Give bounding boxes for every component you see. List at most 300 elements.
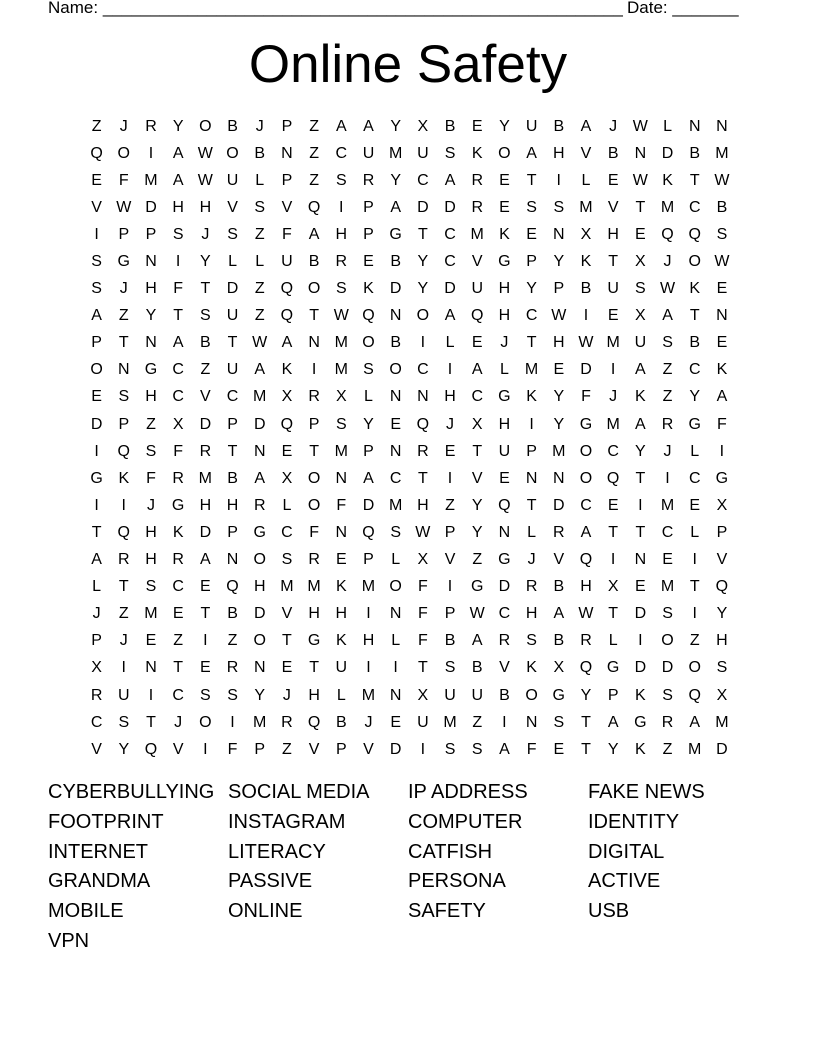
- grid-letter: V: [471, 253, 483, 271]
- grid-letter: I: [366, 659, 371, 677]
- grid-letter: T: [173, 307, 184, 325]
- grid-letter: R: [525, 578, 538, 596]
- word-bank-item: ONLINE: [228, 900, 303, 923]
- grid-letter: P: [444, 605, 456, 623]
- grid-letter: O: [498, 144, 511, 162]
- grid-letter: G: [307, 632, 321, 650]
- grid-letter: J: [609, 117, 618, 135]
- grid-letter: C: [417, 171, 429, 189]
- grid-letter: R: [580, 632, 592, 650]
- grid-letter: N: [498, 523, 511, 541]
- date-label: Date:: [627, 0, 668, 17]
- grid-letter: I: [556, 171, 561, 189]
- grid-letter: B: [254, 144, 266, 162]
- grid-letter: W: [197, 144, 213, 162]
- grid-letter: H: [498, 280, 511, 298]
- grid-letter: U: [634, 334, 647, 352]
- grid-letter: C: [525, 307, 538, 325]
- word-bank-item: INTERNET: [48, 840, 148, 863]
- grid-letter: E: [281, 442, 293, 460]
- grid-letter: X: [635, 307, 646, 325]
- grid-letter: I: [638, 632, 643, 650]
- grid-letter: W: [578, 605, 594, 623]
- grid-letter: D: [253, 605, 266, 623]
- grid-letter: R: [308, 388, 320, 406]
- word-bank-item: INSTAGRAM: [228, 810, 346, 833]
- grid-letter: M: [334, 334, 348, 352]
- grid-letter: M: [198, 469, 212, 487]
- grid-letter: J: [663, 253, 672, 271]
- grid-letter: P: [444, 523, 456, 541]
- grid-letter: T: [635, 198, 646, 216]
- grid-letter: L: [255, 171, 265, 189]
- grid-letter: S: [118, 388, 130, 406]
- grid-letter: U: [525, 117, 538, 135]
- grid-letter: D: [553, 496, 565, 514]
- grid-letter: D: [634, 659, 647, 677]
- grid-letter: Y: [607, 740, 619, 758]
- word-bank-item: PASSIVE: [228, 870, 313, 893]
- grid-letter: R: [661, 713, 674, 731]
- grid-letter: S: [526, 632, 537, 650]
- grid-letter: I: [121, 496, 126, 514]
- grid-letter: U: [226, 171, 239, 189]
- grid-letter: Y: [417, 253, 429, 271]
- grid-letter: A: [471, 361, 483, 379]
- grid-letter: N: [389, 442, 402, 460]
- grid-letter: J: [201, 225, 210, 243]
- grid-letter: X: [335, 388, 347, 406]
- grid-letter: E: [553, 740, 565, 758]
- grid-letter: N: [389, 605, 402, 623]
- grid-letter: B: [471, 659, 483, 677]
- grid-letter: Q: [715, 578, 729, 596]
- grid-letter: W: [578, 334, 594, 352]
- grid-letter: E: [390, 415, 401, 433]
- grid-letter: Q: [144, 740, 158, 758]
- grid-letter: Q: [280, 415, 294, 433]
- grid-letter: S: [335, 280, 347, 298]
- grid-letter: W: [469, 605, 485, 623]
- grid-letter: S: [662, 605, 673, 623]
- grid-letter: U: [444, 686, 456, 704]
- grid-letter: O: [579, 442, 593, 460]
- grid-letter: N: [253, 442, 266, 460]
- grid-letter: C: [172, 388, 184, 406]
- grid-letter: U: [226, 361, 239, 379]
- grid-letter: E: [200, 578, 211, 596]
- grid-letter: I: [420, 334, 426, 352]
- grid-letter: R: [172, 551, 184, 569]
- grid-letter: Y: [471, 496, 483, 514]
- grid-letter: A: [91, 307, 102, 325]
- grid-letter: X: [553, 659, 565, 677]
- grid-letter: U: [118, 686, 130, 704]
- grid-letter: M: [334, 361, 348, 379]
- grid-letter: L: [581, 171, 591, 189]
- grid-letter: N: [118, 361, 130, 379]
- grid-letter: T: [608, 523, 619, 541]
- word-bank-item: CYBERBULLYING: [48, 781, 215, 803]
- grid-letter: Z: [118, 605, 129, 623]
- grid-letter: S: [281, 551, 293, 569]
- grid-letter: V: [363, 740, 374, 758]
- grid-row: [83, 140, 738, 167]
- grid-letter: V: [499, 659, 510, 677]
- grid-letter: H: [553, 144, 565, 162]
- grid-letter: C: [226, 388, 239, 406]
- grid-letter: T: [309, 307, 319, 325]
- grid-letter: D: [661, 659, 674, 677]
- grid-letter: H: [553, 334, 565, 352]
- grid-letter: L: [608, 632, 618, 650]
- grid-letter: M: [715, 713, 729, 731]
- grid-letter: P: [335, 740, 347, 758]
- grid-letter: V: [607, 198, 619, 216]
- word-bank-item: DIGITAL: [588, 840, 665, 863]
- grid-letter: C: [688, 198, 701, 216]
- grid-letter: M: [715, 144, 729, 162]
- grid-letter: W: [116, 198, 132, 216]
- grid-letter: E: [607, 171, 619, 189]
- grid-letter: C: [661, 523, 674, 541]
- word-bank-item: IP ADDRESS: [408, 781, 528, 803]
- grid-letter: H: [145, 280, 157, 298]
- grid-letter: M: [334, 442, 348, 460]
- grid-letter: K: [335, 578, 347, 596]
- grid-letter: K: [689, 280, 701, 298]
- grid-letter: H: [199, 496, 212, 514]
- grid-letter: J: [119, 632, 128, 650]
- grid-letter: Y: [716, 605, 728, 623]
- grid-letter: P: [363, 442, 374, 460]
- grid-letter: T: [118, 334, 129, 352]
- grid-letter: I: [638, 496, 643, 514]
- grid-row: [83, 492, 738, 519]
- grid-letter: T: [91, 523, 102, 541]
- grid-letter: D: [580, 361, 592, 379]
- grid-letter: N: [145, 659, 157, 677]
- grid-letter: K: [172, 523, 184, 541]
- grid-letter: Z: [282, 740, 292, 758]
- grid-letter: X: [281, 388, 293, 406]
- grid-letter: G: [579, 415, 593, 433]
- grid-letter: S: [145, 442, 157, 460]
- grid-letter: N: [553, 225, 565, 243]
- grid-letter: I: [692, 551, 697, 569]
- grid-letter: U: [471, 686, 483, 704]
- grid-letter: O: [199, 713, 212, 731]
- grid-letter: D: [90, 415, 103, 433]
- grid-letter: N: [716, 117, 728, 135]
- grid-letter: O: [90, 361, 103, 379]
- grid-row: [83, 167, 738, 194]
- grid-letter: K: [716, 361, 728, 379]
- grid-letter: U: [607, 280, 619, 298]
- grid-letter: N: [145, 334, 157, 352]
- grid-letter: C: [607, 442, 619, 460]
- grid-letter: H: [498, 307, 511, 325]
- grid-letter: C: [444, 253, 456, 271]
- grid-letter: Q: [579, 551, 593, 569]
- grid-letter: V: [580, 144, 592, 162]
- word-bank-item: FAKE NEWS: [588, 781, 705, 803]
- grid-letter: N: [145, 253, 157, 271]
- grid-letter: O: [226, 144, 239, 162]
- grid-letter: A: [335, 117, 347, 135]
- grid-letter: Z: [445, 496, 455, 514]
- grid-letter: U: [417, 144, 429, 162]
- grid-letter: F: [417, 632, 428, 650]
- grid-letter: U: [471, 280, 483, 298]
- grid-letter: S: [471, 740, 483, 758]
- grid-letter: E: [200, 659, 211, 677]
- grid-letter: B: [227, 117, 238, 135]
- grid-letter: O: [688, 659, 701, 677]
- grid-letter: I: [366, 605, 371, 623]
- grid-letter: W: [714, 253, 730, 271]
- grid-letter: X: [417, 686, 429, 704]
- grid-letter: N: [389, 686, 402, 704]
- grid-letter: O: [199, 117, 212, 135]
- grid-letter: I: [583, 307, 589, 325]
- grid-letter: F: [146, 469, 156, 487]
- grid-letter: S: [635, 280, 646, 298]
- grid-letter: R: [199, 442, 212, 460]
- grid-row: [83, 113, 738, 140]
- grid-letter: E: [335, 551, 347, 569]
- grid-letter: S: [526, 198, 537, 216]
- grid-letter: D: [362, 496, 375, 514]
- grid-letter: S: [118, 713, 130, 731]
- grid-row: [83, 438, 738, 465]
- grid-letter: F: [282, 225, 292, 243]
- grid-letter: X: [91, 659, 102, 677]
- grid-row: [83, 330, 738, 357]
- grid-letter: S: [335, 171, 347, 189]
- grid-letter: H: [145, 388, 157, 406]
- grid-letter: I: [502, 713, 507, 731]
- grid-letter: A: [254, 361, 266, 379]
- grid-letter: G: [498, 551, 511, 569]
- grid-letter: B: [390, 253, 401, 271]
- grid-letter: N: [253, 659, 266, 677]
- grid-letter: D: [444, 198, 456, 216]
- grid-letter: S: [444, 144, 456, 162]
- grid-letter: L: [663, 117, 672, 135]
- grid-letter: S: [444, 740, 456, 758]
- grid-letter: A: [553, 605, 565, 623]
- grid-letter: E: [281, 659, 293, 677]
- grid-letter: T: [689, 171, 700, 189]
- grid-letter: W: [333, 307, 349, 325]
- grid-letter: M: [660, 198, 675, 216]
- grid-letter: A: [444, 171, 456, 189]
- grid-letter: X: [635, 253, 646, 271]
- grid-letter: H: [607, 225, 619, 243]
- grid-letter: A: [444, 307, 456, 325]
- grid-letter: B: [227, 469, 238, 487]
- grid-letter: I: [610, 361, 616, 379]
- grid-letter: M: [606, 334, 620, 352]
- grid-letter: B: [716, 198, 728, 216]
- grid-row: [83, 276, 738, 303]
- grid-letter: Q: [606, 469, 620, 487]
- grid-letter: B: [553, 578, 565, 596]
- grid-letter: M: [144, 605, 158, 623]
- grid-letter: Y: [145, 307, 157, 325]
- grid-letter: P: [145, 225, 157, 243]
- grid-letter: J: [119, 280, 128, 298]
- grid-letter: Y: [118, 740, 130, 758]
- grid-letter: L: [690, 442, 700, 460]
- grid-letter: F: [118, 171, 129, 189]
- grid-letter: M: [660, 496, 675, 514]
- grid-letter: X: [281, 469, 293, 487]
- grid-letter: Y: [390, 171, 401, 189]
- grid-letter: Y: [363, 415, 374, 433]
- grid-letter: T: [635, 523, 646, 541]
- grid-letter: B: [390, 334, 401, 352]
- grid-letter: E: [635, 578, 646, 596]
- grid-letter: B: [200, 334, 211, 352]
- grid-letter: Y: [553, 415, 565, 433]
- grid-letter: M: [253, 388, 267, 406]
- header-fields: [48, 0, 739, 18]
- grid-letter: S: [662, 686, 673, 704]
- grid-letter: O: [579, 469, 593, 487]
- grid-letter: B: [227, 605, 238, 623]
- grid-letter: S: [363, 361, 374, 379]
- grid-letter: V: [91, 198, 102, 216]
- grid-letter: M: [388, 144, 403, 162]
- grid-letter: R: [471, 198, 483, 216]
- grid-letter: R: [661, 415, 674, 433]
- grid-letter: L: [336, 686, 346, 704]
- grid-letter: P: [91, 632, 102, 650]
- grid-letter: M: [307, 578, 321, 596]
- grid-letter: P: [607, 686, 619, 704]
- grid-letter: R: [253, 496, 266, 514]
- grid-letter: G: [715, 469, 729, 487]
- grid-letter: I: [447, 469, 453, 487]
- grid-letter: R: [145, 117, 157, 135]
- grid-letter: I: [148, 686, 154, 704]
- grid-letter: T: [173, 659, 184, 677]
- grid-letter: Y: [689, 388, 701, 406]
- grid-letter: E: [471, 117, 483, 135]
- grid-letter: T: [309, 659, 319, 677]
- grid-letter: D: [417, 198, 429, 216]
- grid-letter: B: [607, 144, 619, 162]
- grid-letter: M: [144, 171, 158, 189]
- grid-letter: C: [471, 388, 483, 406]
- page-title: Online Safety: [248, 35, 568, 94]
- grid-letter: A: [580, 117, 592, 135]
- grid-letter: M: [253, 713, 267, 731]
- grid-letter: V: [172, 740, 184, 758]
- grid-letter: R: [281, 713, 293, 731]
- grid-letter: R: [417, 442, 429, 460]
- grid-letter: I: [447, 361, 453, 379]
- grid-letter: Y: [499, 117, 510, 135]
- grid-letter: Q: [416, 415, 430, 433]
- grid-letter: G: [90, 469, 103, 487]
- grid-row: [83, 736, 738, 763]
- grid-letter: O: [389, 578, 402, 596]
- grid-letter: B: [444, 632, 456, 650]
- grid-letter: M: [388, 496, 403, 514]
- grid-letter: N: [308, 334, 320, 352]
- grid-letter: A: [363, 469, 374, 487]
- grid-letter: M: [688, 740, 702, 758]
- grid-letter: R: [118, 551, 130, 569]
- grid-letter: I: [203, 740, 208, 758]
- grid-letter: E: [716, 334, 728, 352]
- grid-letter: J: [174, 713, 183, 731]
- grid-letter: S: [716, 659, 728, 677]
- letter-grid: [83, 113, 738, 763]
- grid-letter: C: [688, 469, 701, 487]
- grid-letter: U: [498, 442, 511, 460]
- grid-letter: O: [307, 496, 321, 514]
- grid-letter: P: [363, 225, 374, 243]
- grid-letter: K: [580, 253, 592, 271]
- grid-letter: N: [281, 144, 293, 162]
- grid-letter: A: [716, 388, 728, 406]
- name-label: Name:: [48, 0, 99, 17]
- grid-letter: S: [716, 225, 728, 243]
- grid-letter: Z: [200, 361, 211, 379]
- grid-letter: Y: [635, 442, 646, 460]
- grid-letter: G: [144, 361, 158, 379]
- grid-letter: T: [526, 171, 537, 189]
- grid-row: [83, 248, 738, 275]
- grid-letter: F: [309, 523, 319, 541]
- grid-letter: Z: [309, 117, 319, 135]
- grid-letter: M: [361, 686, 376, 704]
- grid-letter: L: [527, 523, 537, 541]
- grid-letter: B: [689, 334, 701, 352]
- grid-letter: Q: [280, 307, 294, 325]
- grid-letter: B: [308, 253, 320, 271]
- grid-letter: H: [335, 225, 348, 243]
- grid-letter: Q: [307, 713, 321, 731]
- grid-letter: R: [471, 171, 483, 189]
- word-bank-item: SOCIAL MEDIA: [228, 781, 370, 803]
- grid-letter: I: [719, 442, 725, 460]
- word-bank-item: SAFETY: [408, 900, 486, 923]
- grid-letter: V: [227, 198, 238, 216]
- grid-letter: L: [499, 361, 509, 379]
- grid-letter: T: [472, 442, 483, 460]
- grid-row: [83, 519, 738, 546]
- word-bank-item: GRANDMA: [48, 870, 151, 893]
- word-bank-item: FOOTPRINT: [48, 810, 164, 833]
- grid-letter: A: [172, 334, 184, 352]
- grid-letter: R: [553, 523, 565, 541]
- grid-letter: E: [499, 469, 510, 487]
- grid-letter: D: [253, 415, 266, 433]
- grid-letter: M: [579, 198, 593, 216]
- grid-letter: E: [716, 280, 728, 298]
- grid-letter: I: [203, 632, 208, 650]
- grid-letter: Z: [146, 415, 156, 433]
- grid-row: [83, 574, 738, 601]
- grid-letter: S: [200, 307, 211, 325]
- grid-letter: Y: [172, 117, 184, 135]
- grid-letter: S: [254, 198, 266, 216]
